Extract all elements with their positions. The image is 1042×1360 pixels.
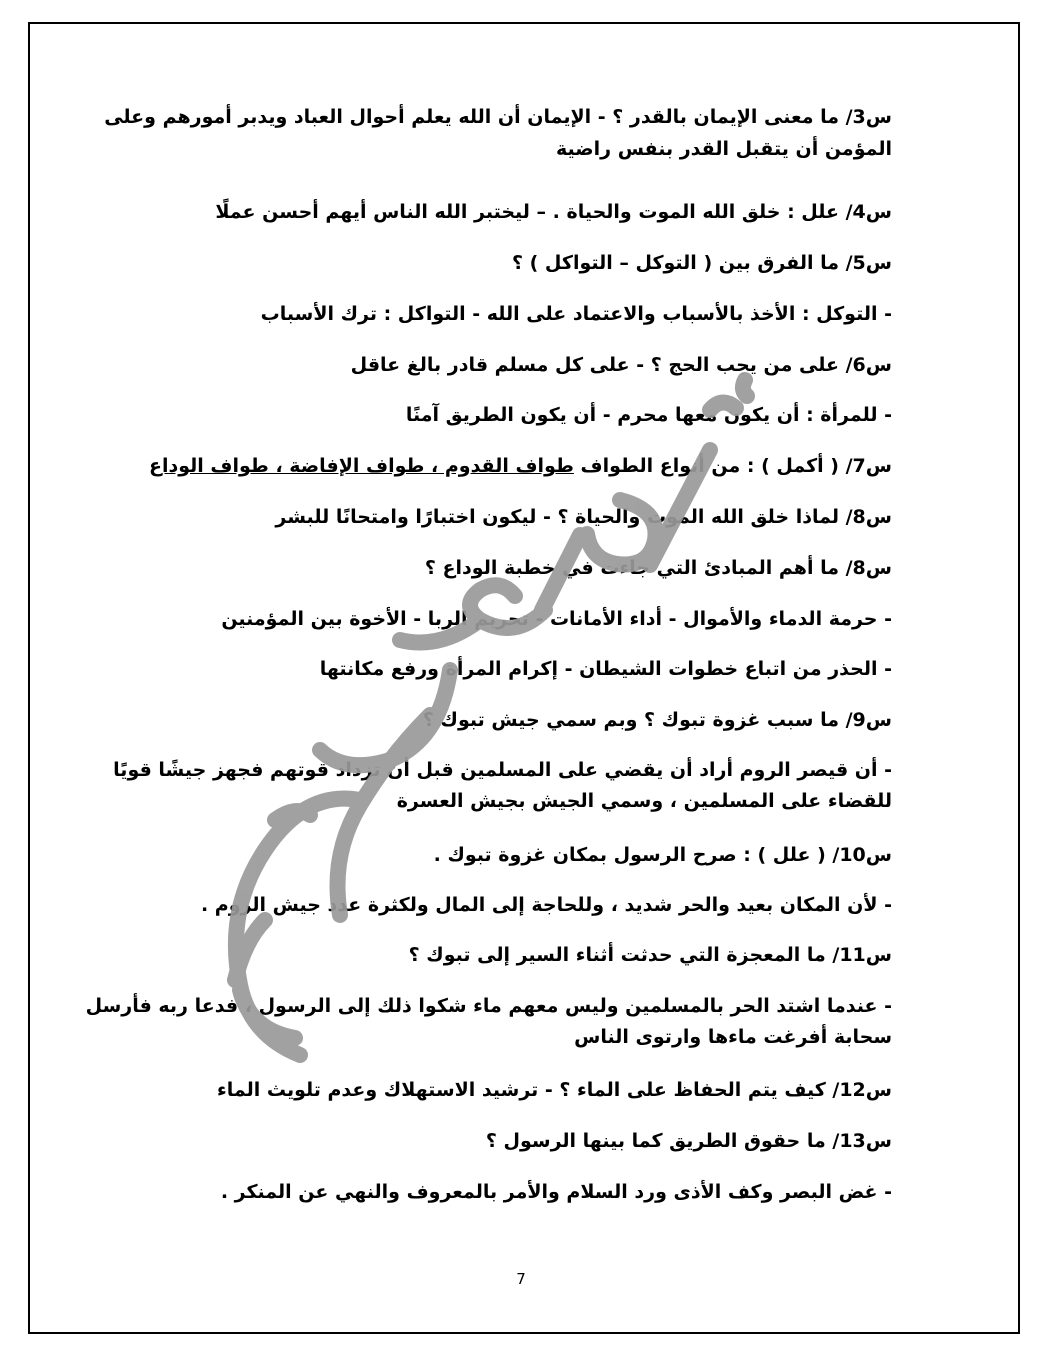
text-line: س5/ ما الفرق بين ( التوكل – التواكل ) ؟ [512,252,892,274]
text-line: - عندما اشتد الحر بالمسلمين وليس معهم ماء شكوا ذلك إلى الرسول ، فدعا ربه فأرسل [85,995,892,1017]
text-line: س3/ ما معنى الإيمان بالقدر ؟ - الإيمان أن الله يعلم أحوال العباد ويدبر أمورهم وعلى [104,106,892,128]
text-line: س4/ علل : خلق الله الموت والحياة . – ليختبر الله الناس أيهم أحسن عملًا [215,201,892,223]
question-7-answer: طواف القدوم ، طواف الإفاضة ، طواف الوداع [149,455,574,477]
question-7 [149,452,892,481]
text-line: س9/ ما سبب غزوة تبوك ؟ وبم سمي جيش تبوك ؟ [422,709,892,731]
text-line: س11/ ما المعجزة التي حدثت أثناء السير إلى تبوك ؟ [408,944,892,966]
text-line: - التوكل : الأخذ بالأسباب والاعتماد على الله - التواكل : ترك الأسباب [260,303,892,325]
text-line: س6/ على من يجب الحج ؟ - على كل مسلم قادر بالغ عاقل [350,354,892,376]
text-line: س8/ ما أهم المبادئ التي جاءت في خطبة الوداع ؟ [424,557,892,579]
text-line: المؤمن أن يتقبل القدر بنفس راضية [556,138,892,160]
text-line: - أن قيصر الروم أراد أن يقضي على المسلمين قبل أن تزداد قوتهم فجهز جيشًا قويًا [113,759,892,781]
page-number: 7 [516,1270,526,1288]
text-line: - للمرأة : أن يكون معها محرم - أن يكون الطريق آمنًا [405,404,892,426]
text-line: س8/ لماذا خلق الله الموت والحياة ؟ - ليكون اختبارًا وامتحانًا للبشر [275,506,892,528]
text-line: للقضاء على المسلمين ، وسمي الجيش بجيش العسرة [396,790,892,812]
text-line: سحابة أفرغت ماءها وارتوى الناس [574,1026,892,1048]
text-line: - لأن المكان بعيد والحر شديد ، وللحاجة إلى المال ولكثرة عدد جيش الروم . [200,894,892,916]
text-line: س13/ ما حقوق الطريق كما بينها الرسول ؟ [485,1130,892,1152]
text-line: س12/ كيف يتم الحفاظ على الماء ؟ - ترشيد الاستهلاك وعدم تلويث الماء [216,1079,892,1101]
text-line: - الحذر من اتباع خطوات الشيطان - إكرام المرأة ورفع مكانتها [319,658,892,680]
text-line: - حرمة الدماء والأموال - أداء الأمانات - تحريم الربا - الأخوة بين المؤمنين [221,608,892,630]
question-7-prefix: س7/ ( أكمل ) : من أنواع الطواف [573,455,892,477]
text-line: س10/ ( علل ) : صرح الرسول بمكان غزوة تبوك . [433,844,892,866]
text-line: - غض البصر وكف الأذى ورد السلام والأمر بالمعروف والنهي عن المنكر . [220,1181,892,1203]
